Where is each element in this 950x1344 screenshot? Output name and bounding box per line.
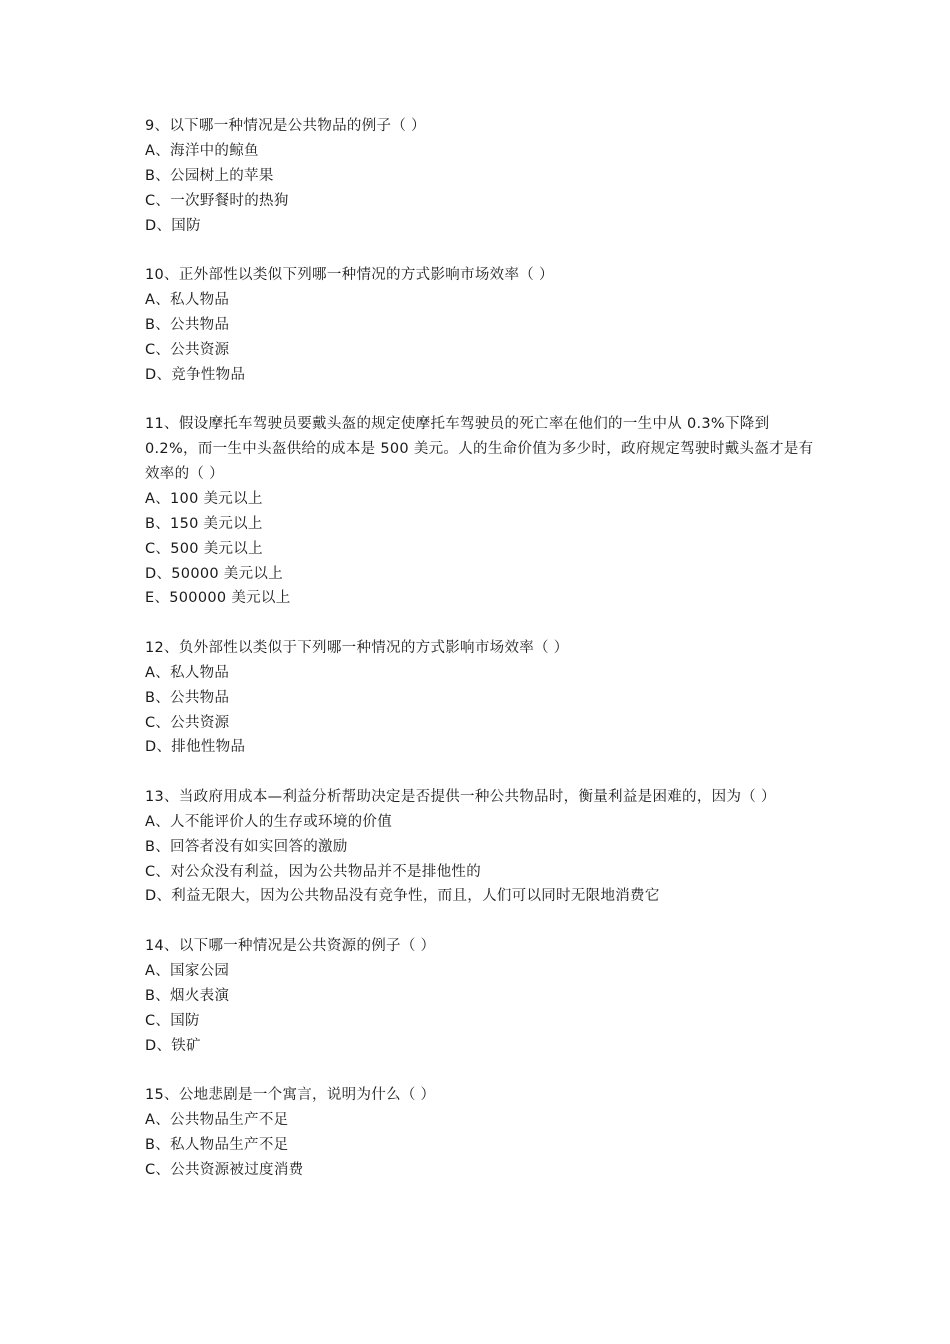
option-list (145, 661, 815, 761)
option-d: D、竞争性物品 (145, 366, 246, 383)
option-b: B、公共物品 (145, 689, 230, 706)
option-a: A、私人物品 (145, 291, 230, 308)
question-14 (145, 934, 815, 1059)
option-c: C、500 美元以上 (145, 540, 263, 557)
option-list (145, 487, 815, 612)
option-a: A、公共物品生产不足 (145, 1111, 289, 1128)
question-stem: 13、当政府用成本—利益分析帮助决定是否提供一种公共物品时，衡量利益是困难的，因为（ ） (145, 788, 776, 805)
option-b: B、150 美元以上 (145, 515, 263, 532)
question-13 (145, 785, 815, 910)
option-e: E、500000 美元以上 (145, 590, 291, 607)
option-list (145, 1108, 815, 1183)
option-c: C、公共资源被过度消费 (145, 1161, 304, 1178)
question-10 (145, 263, 815, 388)
option-c: C、公共资源 (145, 714, 230, 731)
option-b: B、烟火表演 (145, 987, 230, 1004)
option-c: C、一次野餐时的热狗 (145, 192, 289, 209)
option-a: A、海洋中的鲸鱼 (145, 142, 259, 159)
option-b: B、公园树上的苹果 (145, 167, 274, 184)
option-c: C、国防 (145, 1012, 200, 1029)
question-9 (145, 114, 815, 239)
option-b: B、公共物品 (145, 316, 230, 333)
question-stem: 12、负外部性以类似于下列哪一种情况的方式影响市场效率（ ） (145, 639, 569, 656)
option-a: A、人不能评价人的生存或环境的价值 (145, 813, 393, 830)
option-list (145, 810, 815, 910)
option-list (145, 959, 815, 1059)
option-d: D、排他性物品 (145, 739, 246, 756)
question-stem: 10、正外部性以类似下列哪一种情况的方式影响市场效率（ ） (145, 267, 554, 284)
option-list (145, 288, 815, 388)
question-stem: 14、以下哪一种情况是公共资源的例子（ ） (145, 937, 436, 954)
option-d: D、50000 美元以上 (145, 565, 284, 582)
question-12 (145, 636, 815, 761)
question-stem: 11、假设摩托车驾驶员要戴头盔的规定使摩托车驾驶员的死亡率在他们的一生中从 0.3%下降到 0.2%，而一生中头盔供给的成本是 500 美元。人的生命价值为多少时，政府规定驾驶时戴头盔才是有效率的（ ） (145, 416, 814, 482)
question-15 (145, 1083, 815, 1183)
option-a: A、私人物品 (145, 664, 230, 681)
option-c: C、对公众没有利益，因为公共物品并不是排他性的 (145, 863, 482, 880)
option-c: C、公共资源 (145, 341, 230, 358)
option-list (145, 139, 815, 239)
question-11 (145, 412, 815, 611)
option-b: B、回答者没有如实回答的激励 (145, 838, 348, 855)
option-b: B、私人物品生产不足 (145, 1136, 289, 1153)
question-stem: 15、公地悲剧是一个寓言，说明为什么（ ） (145, 1086, 436, 1103)
option-d: D、铁矿 (145, 1037, 201, 1054)
document-page (145, 114, 815, 1207)
option-d: D、利益无限大，因为公共物品没有竞争性，而且，人们可以同时无限地消费它 (145, 888, 660, 905)
question-stem: 9、以下哪一种情况是公共物品的例子（ ） (145, 118, 426, 134)
option-a: A、100 美元以上 (145, 490, 263, 507)
option-a: A、国家公园 (145, 962, 230, 979)
option-d: D、国防 (145, 217, 201, 234)
